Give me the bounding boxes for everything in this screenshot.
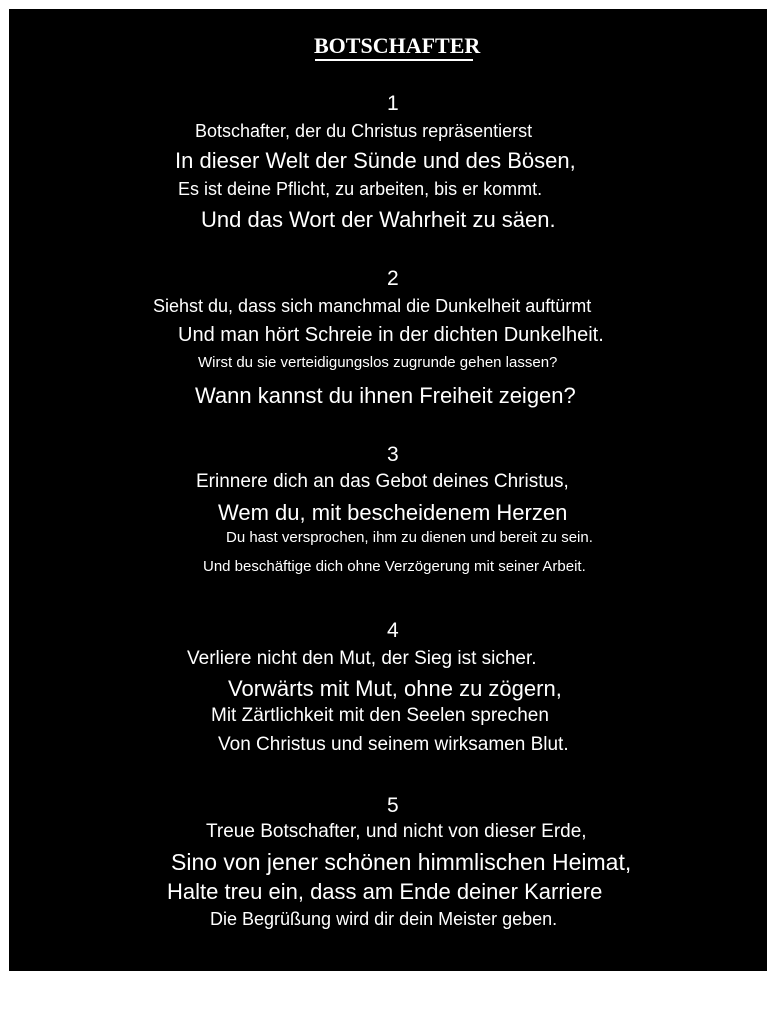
verse-line: Mit Zärtlichkeit mit den Seelen sprechen [211,705,549,726]
verse-line: Und beschäftige dich ohne Verzögerung mit seiner Arbeit. [203,558,586,575]
verse-line: Es ist deine Pflicht, zu arbeiten, bis er kommt. [178,179,543,199]
verse-line: Du hast versprochen, ihm zu dienen und bereit zu sein. [226,529,593,546]
verse-line: Treue Botschafter, und nicht von dieser Erde, [206,821,587,842]
verse-line: Vorwärts mit Mut, ohne zu zögern, [228,676,562,701]
verse-line: Und man hört Schreie in der dichten Dunkelheit. [178,324,604,346]
stanza-number: 1 [387,92,399,115]
verse-line: Von Christus und seinem wirksamen Blut. [218,734,569,755]
verse-line: Wirst du sie verteidigungslos zugrunde gehen lassen? [198,354,558,371]
verse-line: Wem du, mit bescheidenem Herzen [218,500,568,525]
verse-line: Wann kannst du ihnen Freiheit zeigen? [195,383,576,408]
verse-line: Sino von jener schönen himmlischen Heimat, [171,849,632,875]
verse-line: Und das Wort der Wahrheit zu säen. [201,207,556,232]
stanza-number: 5 [387,794,399,817]
stanza-number: 2 [387,267,399,290]
verse-line: Verliere nicht den Mut, der Sieg ist sicher. [187,648,537,669]
verse-line: Erinnere dich an das Gebot deines Christus, [196,471,569,492]
verse-line: Halte treu ein, dass am Ende deiner Karriere [167,879,603,904]
stanza-number: 3 [387,443,399,466]
verse-line: Botschafter, der du Christus repräsentierst [195,121,533,141]
stanza-number: 4 [387,619,399,642]
verse-line: In dieser Welt der Sünde und des Bösen, [175,148,576,173]
verse-line: Die Begrüßung wird dir dein Meister geben. [210,909,558,929]
poem-title: BOTSCHAFTER [314,33,481,58]
title-underline [315,59,473,61]
verse-line: Siehst du, dass sich manchmal die Dunkelheit auftürmt [153,296,592,316]
